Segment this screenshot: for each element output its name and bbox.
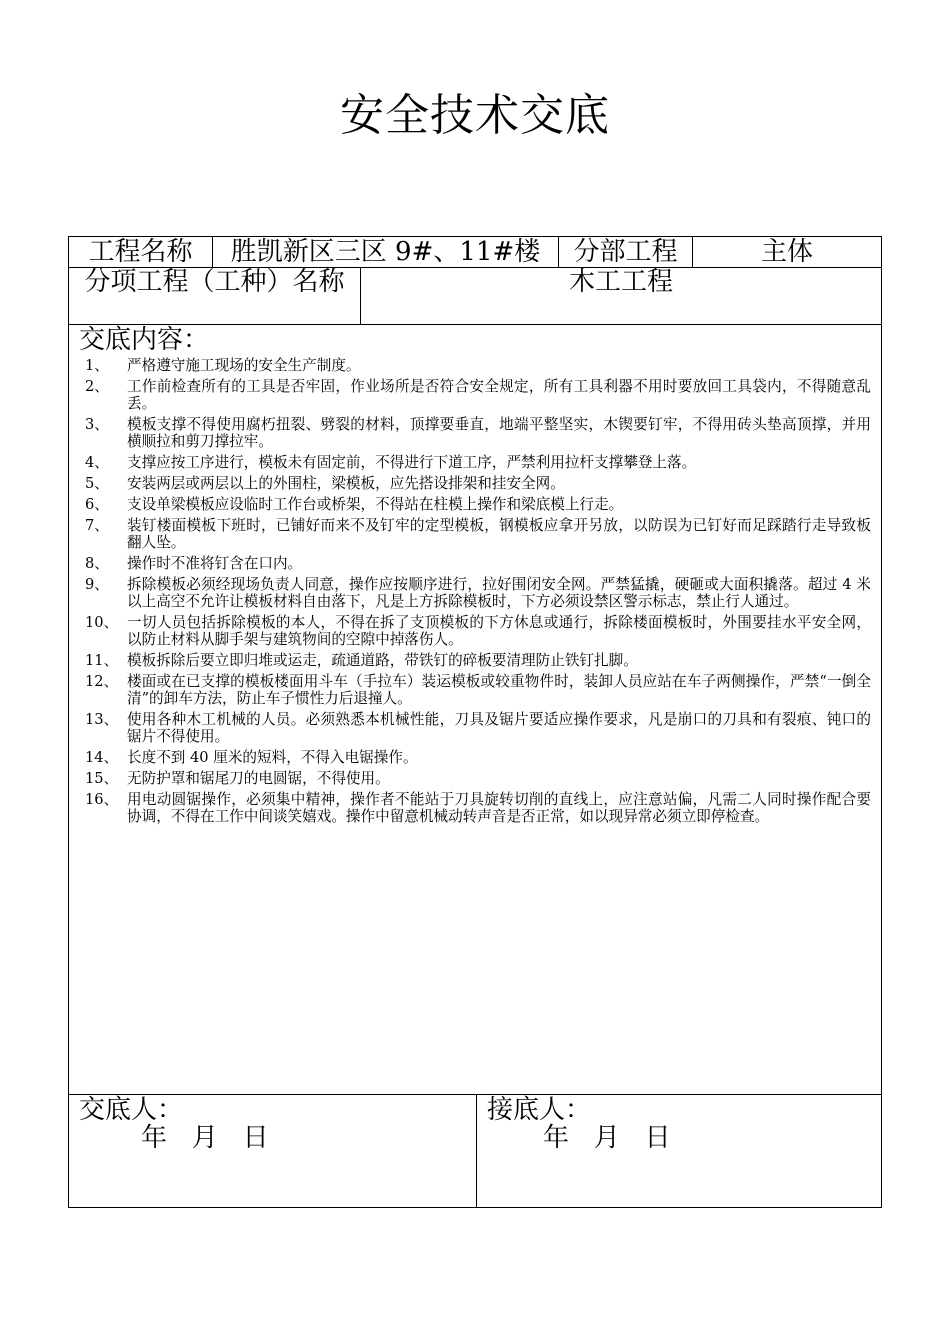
item-text: 模板拆除后要立即归堆或运走，疏通道路，带铁钉的碎板要清理防止铁钉扎脚。 <box>127 652 638 669</box>
discloser-label: 交底人： <box>79 1095 184 1125</box>
item-number: 12、 <box>85 673 119 690</box>
disclosure-content <box>69 325 881 1095</box>
project-name-label: 工程名称 <box>69 237 213 267</box>
division-label: 分部工程 <box>559 237 693 267</box>
list-item <box>69 791 881 825</box>
division-value: 主体 <box>760 237 813 267</box>
item-number: 5、 <box>85 475 109 492</box>
subdivision-value: 木工工程 <box>568 267 673 297</box>
item-number: 6、 <box>85 496 109 513</box>
item-text: 支撑应按工序进行，模板未有固定前，不得进行下道工序，严禁利用拉杆支撑攀登上落。 <box>127 454 697 471</box>
project-name-value: 胜凯新区三区 9#、11#楼 <box>213 237 559 267</box>
item-number: 16、 <box>85 791 119 808</box>
discloser-cell <box>69 1095 477 1207</box>
item-number: 4、 <box>85 454 109 471</box>
subdivision-label: 分项工程（工种）名称 <box>69 268 361 324</box>
disclosure-form <box>68 236 882 1208</box>
item-text: 严格遵守施工现场的安全生产制度。 <box>127 357 361 374</box>
item-number: 2、 <box>85 378 109 395</box>
list-item <box>69 496 881 513</box>
list-item <box>69 378 881 412</box>
project-info-row <box>69 237 881 268</box>
subdivision-row <box>69 268 881 325</box>
item-number: 9、 <box>85 576 109 593</box>
content-label: 交底内容： <box>79 325 210 355</box>
receiver-cell <box>477 1095 881 1207</box>
item-text: 操作时不准将钉含在口内。 <box>127 555 303 572</box>
item-text: 模板支撑不得使用腐朽扭裂、劈裂的材料，顶撑要垂直，地端平整坚实，木锲要钉牢，不得用砖头垫高顶撑，并用横顺拉和剪刀撑拉牢。 <box>127 416 871 450</box>
item-text: 装钉楼面模板下班时，已铺好而来不及钉牢的定型模板，钢模板应拿开另放，以防误为已钉好而足踩踏行走导致板翻人坠。 <box>127 517 871 551</box>
list-item <box>69 711 881 745</box>
list-item <box>69 357 881 374</box>
list-item <box>69 454 881 471</box>
content-list <box>69 357 881 829</box>
item-text: 工作前检查所有的工具是否牢固，作业场所是否符合安全规定，所有工具利器不用时要放回工具袋内，不得随意乱丢。 <box>127 378 871 412</box>
list-item <box>69 576 881 610</box>
item-number: 7、 <box>85 517 109 534</box>
list-item <box>69 555 881 572</box>
item-number: 14、 <box>85 749 119 766</box>
item-text: 一切人员包括拆除模板的本人，不得在拆了支顶模板的下方休息或通行，拆除楼面模板时，外围要挂水平安全网，以防止材料从脚手架与建筑物间的空隙中掉落伤人。 <box>127 614 871 648</box>
list-item <box>69 652 881 669</box>
list-item <box>69 517 881 551</box>
item-number: 1、 <box>85 357 109 374</box>
item-text: 长度不到 40 厘米的短料，不得入电锯操作。 <box>127 749 418 766</box>
item-text: 用电动圆锯操作，必须集中精神，操作者不能站于刀具旋转切削的直线上，应注意站偏，凡需二人同时操作配合要协调，不得在工作中间谈笑嬉戏。操作中留意机械动转声音是否正常，如以现异常必须立即停检查。 <box>127 791 871 825</box>
list-item <box>69 673 881 707</box>
item-text: 使用各种木工机械的人员。必须熟悉本机械性能，刀具及锯片要适应操作要求，凡是崩口的刀具和有裂痕、钝口的锯片不得使用。 <box>127 711 871 745</box>
list-item <box>69 614 881 648</box>
item-number: 3、 <box>85 416 109 433</box>
item-text: 拆除模板必须经现场负责人同意，操作应按顺序进行，拉好围闭安全网。严禁猛撬，硬砸或大面积撬落。超过 4 米以上高空不允许让模板材料自由落下，凡是上方拆除模板时，下方必须设禁区警示标志，禁止行人通过。 <box>127 576 871 610</box>
list-item <box>69 749 881 766</box>
item-number: 10、 <box>85 614 119 631</box>
item-text: 无防护罩和锯尾刀的电圆锯，不得使用。 <box>127 770 390 787</box>
list-item <box>69 770 881 787</box>
document-title: 安全技术交底 <box>340 90 610 141</box>
receiver-label: 接底人： <box>487 1095 592 1125</box>
item-number: 11、 <box>85 652 119 669</box>
item-number: 13、 <box>85 711 119 728</box>
list-item <box>69 416 881 450</box>
item-text: 楼面或在已支撑的模板楼面用斗车（手拉车）装运模板或较重物件时，装卸人员应站在车子两侧操作，严禁“一倒全清”的卸车方法，防止车子惯性力后退撞人。 <box>127 673 871 707</box>
item-number: 8、 <box>85 555 109 572</box>
item-number: 15、 <box>85 770 119 787</box>
discloser-date: 年 月 日 <box>141 1123 269 1153</box>
receiver-date: 年 月 日 <box>543 1123 671 1153</box>
list-item <box>69 475 881 492</box>
item-text: 安装两层或两层以上的外围柱，梁模板，应先搭设排架和挂安全网。 <box>127 475 565 492</box>
signature-row <box>69 1095 881 1207</box>
item-text: 支设单梁模板应设临时工作台或桥架，不得站在柱模上操作和梁底模上行走。 <box>127 496 624 513</box>
